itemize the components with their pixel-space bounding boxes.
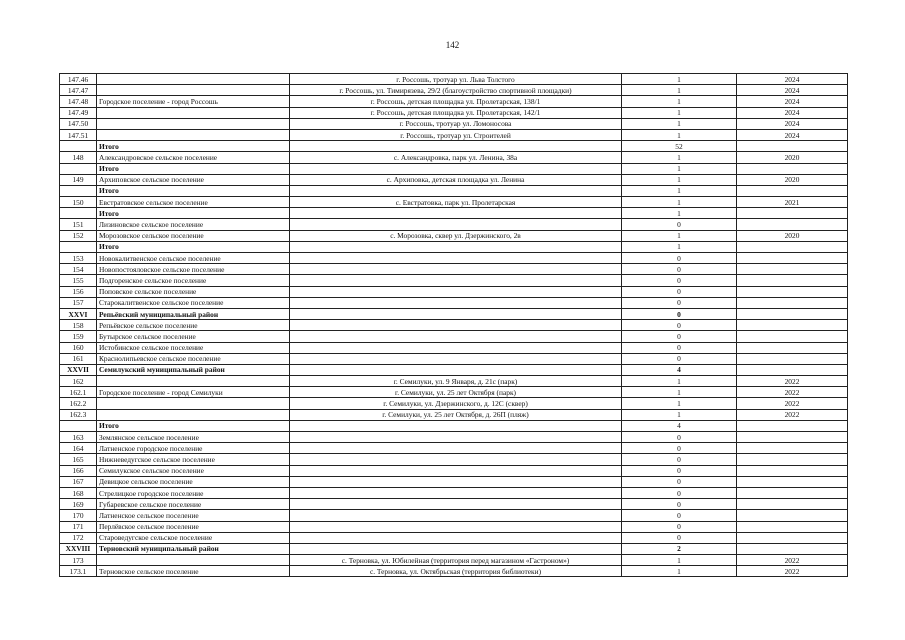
year-cell: 2022 [737, 387, 848, 398]
year-cell [737, 185, 848, 196]
table-row [60, 230, 848, 241]
settlement-name-cell [97, 107, 290, 118]
year-cell [737, 443, 848, 454]
address-cell [290, 476, 622, 487]
row-number-cell: 156 [60, 286, 97, 297]
year-cell [737, 264, 848, 275]
quantity-cell: 0 [622, 219, 737, 230]
settlement-name-cell: Семилукское сельское поселение [97, 465, 290, 476]
settlement-name-cell: Губаревское сельское поселение [97, 499, 290, 510]
year-cell: 2024 [737, 107, 848, 118]
year-cell [737, 342, 848, 353]
address-cell: г. Россошь, тротуар ул. Ломоносова [290, 118, 622, 129]
settlement-name-cell [97, 555, 290, 566]
address-cell: г. Семилуки, ул. 25 лет Октября, д. 26П (пляж) [290, 409, 622, 420]
year-cell [737, 476, 848, 487]
year-cell [737, 432, 848, 443]
address-cell: г. Россошь, тротуар ул. Льва Толстого [290, 74, 622, 85]
settlement-name-cell: Городское поселение - город Семилуки [97, 387, 290, 398]
year-cell: 2022 [737, 398, 848, 409]
table-row [60, 387, 848, 398]
quantity-cell: 0 [622, 510, 737, 521]
quantity-cell: 1 [622, 398, 737, 409]
table-row [60, 85, 848, 96]
settlement-name-cell [97, 118, 290, 129]
table-row [60, 118, 848, 129]
settlement-name-cell: Латненское городское поселение [97, 443, 290, 454]
address-cell [290, 342, 622, 353]
settlement-name-cell: Землянское сельское поселение [97, 432, 290, 443]
quantity-cell: 0 [622, 253, 737, 264]
year-cell [737, 141, 848, 152]
address-cell [290, 487, 622, 498]
settlement-name-cell: Истобинское сельское поселение [97, 342, 290, 353]
quantity-cell: 0 [622, 521, 737, 532]
table-row [60, 297, 848, 308]
year-cell [737, 297, 848, 308]
address-cell: г. Россошь, ул. Тимирязева, 29/2 (благоустройство спортивной площадки) [290, 85, 622, 96]
address-cell [290, 443, 622, 454]
row-number-cell: 147.48 [60, 96, 97, 107]
row-number-cell: 172 [60, 532, 97, 543]
year-cell: 2024 [737, 85, 848, 96]
year-cell [737, 286, 848, 297]
table-row [60, 409, 848, 420]
row-number-cell: 159 [60, 331, 97, 342]
settlement-name-cell: Репьёвский муниципальный район [97, 308, 290, 319]
settlement-name-cell: Новокалитвенское сельское поселение [97, 253, 290, 264]
address-cell: с. Архиповка, детская площадка ул. Ленина [290, 174, 622, 185]
table-row [60, 376, 848, 387]
settlement-name-cell: Поповское сельское поселение [97, 286, 290, 297]
row-number-cell: 162 [60, 376, 97, 387]
year-cell [737, 331, 848, 342]
quantity-cell: 1 [622, 241, 737, 252]
row-number-cell: 147.51 [60, 129, 97, 140]
table-row [60, 320, 848, 331]
settlement-name-cell: Семилукский муниципальный район [97, 364, 290, 375]
row-number-cell: 160 [60, 342, 97, 353]
quantity-cell: 0 [622, 264, 737, 275]
page-number: 142 [445, 40, 460, 50]
address-cell: г. Россошь, тротуар ул. Строителей [290, 129, 622, 140]
quantity-cell: 0 [622, 476, 737, 487]
year-cell: 2024 [737, 74, 848, 85]
row-number-cell: 165 [60, 454, 97, 465]
quantity-cell: 1 [622, 409, 737, 420]
address-cell [290, 331, 622, 342]
address-cell [290, 320, 622, 331]
year-cell [737, 543, 848, 554]
year-cell [737, 320, 848, 331]
address-cell [290, 264, 622, 275]
row-number-cell [60, 420, 97, 431]
year-cell [737, 241, 848, 252]
row-number-cell: 147.49 [60, 107, 97, 118]
year-cell [737, 275, 848, 286]
year-cell: 2020 [737, 174, 848, 185]
table-row [60, 208, 848, 219]
year-cell: 2024 [737, 96, 848, 107]
row-number-cell: 148 [60, 152, 97, 163]
quantity-cell: 52 [622, 141, 737, 152]
settlement-name-cell [97, 85, 290, 96]
row-number-cell: XXVI [60, 308, 97, 319]
settlement-name-cell: Терновское сельское поселение [97, 566, 290, 577]
year-cell [737, 208, 848, 219]
year-cell: 2024 [737, 118, 848, 129]
address-cell: с. Евстратовка, парк ул. Пролетарская [290, 197, 622, 208]
quantity-cell: 0 [622, 465, 737, 476]
year-cell: 2022 [737, 376, 848, 387]
table-row [60, 107, 848, 118]
quantity-cell: 4 [622, 364, 737, 375]
quantity-cell: 1 [622, 129, 737, 140]
table-row [60, 264, 848, 275]
address-cell [290, 141, 622, 152]
quantity-cell: 1 [622, 107, 737, 118]
row-number-cell: 147.47 [60, 85, 97, 96]
quantity-cell: 0 [622, 275, 737, 286]
table-row [60, 74, 848, 85]
row-number-cell: 153 [60, 253, 97, 264]
row-number-cell: 170 [60, 510, 97, 521]
quantity-cell: 0 [622, 443, 737, 454]
row-number-cell: 157 [60, 297, 97, 308]
table-row [60, 96, 848, 107]
table-row [60, 219, 848, 230]
address-cell [290, 510, 622, 521]
table-row [60, 308, 848, 319]
address-cell [290, 353, 622, 364]
year-cell: 2020 [737, 152, 848, 163]
settlement-name-cell: Перлёвское сельское поселение [97, 521, 290, 532]
settlement-name-cell: Краснолипьевское сельское поселение [97, 353, 290, 364]
row-number-cell [60, 241, 97, 252]
quantity-cell: 0 [622, 308, 737, 319]
address-cell [290, 499, 622, 510]
address-cell [290, 454, 622, 465]
row-number-cell: 162.3 [60, 409, 97, 420]
row-number-cell [60, 185, 97, 196]
row-number-cell: 169 [60, 499, 97, 510]
address-cell [290, 465, 622, 476]
address-cell: г. Семилуки, ул. 25 лет Октября (парк) [290, 387, 622, 398]
quantity-cell: 1 [622, 376, 737, 387]
address-cell [290, 420, 622, 431]
quantity-cell: 1 [622, 555, 737, 566]
quantity-cell: 0 [622, 286, 737, 297]
address-cell [290, 163, 622, 174]
settlement-name-cell [97, 398, 290, 409]
settlement-name-cell: Подгоренское сельское поселение [97, 275, 290, 286]
row-number-cell: 147.50 [60, 118, 97, 129]
settlement-name-cell: Старокалитвенское сельское поселение [97, 297, 290, 308]
row-number-cell: 151 [60, 219, 97, 230]
settlement-name-cell: Итого [97, 163, 290, 174]
quantity-cell: 1 [622, 387, 737, 398]
row-number-cell [60, 141, 97, 152]
address-cell [290, 308, 622, 319]
row-number-cell [60, 208, 97, 219]
quantity-cell: 0 [622, 342, 737, 353]
quantity-cell: 0 [622, 331, 737, 342]
year-cell [737, 253, 848, 264]
year-cell [737, 487, 848, 498]
settlement-name-cell: Терновский муниципальный район [97, 543, 290, 554]
table-row [60, 241, 848, 252]
address-cell [290, 297, 622, 308]
table-row [60, 543, 848, 554]
address-cell: г. Россошь, детская площадка ул. Пролетарская, 142/1 [290, 107, 622, 118]
row-number-cell: 173 [60, 555, 97, 566]
address-cell [290, 543, 622, 554]
year-cell: 2021 [737, 197, 848, 208]
settlement-name-cell: Итого [97, 141, 290, 152]
address-cell [290, 185, 622, 196]
settlement-name-cell: Итого [97, 208, 290, 219]
year-cell [737, 364, 848, 375]
row-number-cell: 149 [60, 174, 97, 185]
settlement-name-cell: Морозовское сельское поселение [97, 230, 290, 241]
address-cell: г. Россошь, детская площадка ул. Пролетарская, 138/1 [290, 96, 622, 107]
settlement-name-cell: Стрелицкое городское поселение [97, 487, 290, 498]
address-cell [290, 432, 622, 443]
table-row [60, 465, 848, 476]
year-cell [737, 308, 848, 319]
address-cell: с. Терновка, ул. Юбилейная (территория перед магазином «Гастроном») [290, 555, 622, 566]
quantity-cell: 1 [622, 163, 737, 174]
quantity-cell: 1 [622, 152, 737, 163]
row-number-cell: 162.1 [60, 387, 97, 398]
year-cell: 2022 [737, 555, 848, 566]
address-cell [290, 364, 622, 375]
quantity-cell: 1 [622, 230, 737, 241]
row-number-cell: 161 [60, 353, 97, 364]
table-row [60, 197, 848, 208]
settlement-name-cell [97, 409, 290, 420]
address-cell [290, 208, 622, 219]
year-cell: 2024 [737, 129, 848, 140]
settlement-name-cell: Латненское сельское поселение [97, 510, 290, 521]
row-number-cell: 167 [60, 476, 97, 487]
year-cell: 2020 [737, 230, 848, 241]
row-number-cell: 166 [60, 465, 97, 476]
table-row [60, 521, 848, 532]
year-cell [737, 532, 848, 543]
row-number-cell: 147.46 [60, 74, 97, 85]
settlement-name-cell [97, 376, 290, 387]
table-row [60, 141, 848, 152]
year-cell [737, 219, 848, 230]
table-row [60, 185, 848, 196]
settlement-name-cell: Девицкое сельское поселение [97, 476, 290, 487]
table-row [60, 286, 848, 297]
row-number-cell [60, 163, 97, 174]
quantity-cell: 0 [622, 297, 737, 308]
year-cell: 2022 [737, 566, 848, 577]
table-row [60, 174, 848, 185]
settlement-name-cell: Итого [97, 185, 290, 196]
settlement-name-cell: Александровское сельское поселение [97, 152, 290, 163]
row-number-cell: 150 [60, 197, 97, 208]
year-cell [737, 454, 848, 465]
address-cell: г. Семилуки, ул. Дзержинского, д. 12С (сквер) [290, 398, 622, 409]
table-row [60, 420, 848, 431]
quantity-cell: 1 [622, 118, 737, 129]
row-number-cell: XXVIII [60, 543, 97, 554]
table-row [60, 454, 848, 465]
quantity-cell: 1 [622, 85, 737, 96]
address-cell [290, 286, 622, 297]
quantity-cell: 1 [622, 208, 737, 219]
table-row [60, 353, 848, 364]
year-cell: 2022 [737, 409, 848, 420]
row-number-cell: 158 [60, 320, 97, 331]
row-number-cell: 163 [60, 432, 97, 443]
table-row [60, 342, 848, 353]
address-cell: г. Семилуки, ул. 9 Января, д. 21с (парк) [290, 376, 622, 387]
table-row [60, 152, 848, 163]
settlement-name-cell [97, 74, 290, 85]
table-row [60, 331, 848, 342]
address-cell [290, 275, 622, 286]
address-cell [290, 521, 622, 532]
quantity-cell: 1 [622, 197, 737, 208]
address-cell [290, 532, 622, 543]
address-cell: с. Александровка, парк ул. Ленина, 38а [290, 152, 622, 163]
table-row [60, 129, 848, 140]
row-number-cell: 171 [60, 521, 97, 532]
row-number-cell: 155 [60, 275, 97, 286]
year-cell [737, 499, 848, 510]
quantity-cell: 1 [622, 74, 737, 85]
quantity-cell: 1 [622, 566, 737, 577]
table-row [60, 555, 848, 566]
settlement-name-cell: Староведугское сельское поселение [97, 532, 290, 543]
table-row [60, 499, 848, 510]
quantity-cell: 2 [622, 543, 737, 554]
quantity-cell: 0 [622, 353, 737, 364]
table-row [60, 566, 848, 577]
row-number-cell: 162.2 [60, 398, 97, 409]
year-cell [737, 353, 848, 364]
table-row [60, 275, 848, 286]
table-body [60, 74, 848, 577]
settlement-name-cell: Итого [97, 420, 290, 431]
address-cell [290, 219, 622, 230]
settlement-name-cell: Лизиновское сельское поселение [97, 219, 290, 230]
year-cell [737, 420, 848, 431]
year-cell [737, 521, 848, 532]
row-number-cell: 168 [60, 487, 97, 498]
table-row [60, 253, 848, 264]
table-row [60, 432, 848, 443]
row-number-cell: 173.1 [60, 566, 97, 577]
row-number-cell: XXVII [60, 364, 97, 375]
row-number-cell: 152 [60, 230, 97, 241]
table-row [60, 476, 848, 487]
quantity-cell: 0 [622, 532, 737, 543]
quantity-cell: 0 [622, 487, 737, 498]
quantity-cell: 0 [622, 454, 737, 465]
row-number-cell: 164 [60, 443, 97, 454]
settlement-name-cell: Городское поселение - город Россошь [97, 96, 290, 107]
row-number-cell: 154 [60, 264, 97, 275]
address-cell: с. Терновка, ул. Октябрьская (территория библиотеки) [290, 566, 622, 577]
quantity-cell: 1 [622, 96, 737, 107]
data-table [59, 73, 848, 577]
settlement-name-cell: Репьёвское сельское поселение [97, 320, 290, 331]
settlement-name-cell: Евстратовское сельское поселение [97, 197, 290, 208]
settlement-name-cell: Итого [97, 241, 290, 252]
quantity-cell: 0 [622, 320, 737, 331]
year-cell [737, 465, 848, 476]
table-row [60, 532, 848, 543]
year-cell [737, 510, 848, 521]
quantity-cell: 4 [622, 420, 737, 431]
year-cell [737, 163, 848, 174]
table-row [60, 487, 848, 498]
settlement-name-cell: Бутырское сельское поселение [97, 331, 290, 342]
table-row [60, 163, 848, 174]
quantity-cell: 1 [622, 174, 737, 185]
settlement-name-cell: Новопостояловское сельское поселение [97, 264, 290, 275]
table-row [60, 398, 848, 409]
settlement-name-cell: Нижневедугское сельское поселение [97, 454, 290, 465]
address-cell [290, 253, 622, 264]
address-cell: с. Морозовка, сквер ул. Дзержинского, 2в [290, 230, 622, 241]
table-row [60, 364, 848, 375]
address-cell [290, 241, 622, 252]
quantity-cell: 0 [622, 499, 737, 510]
table-row [60, 510, 848, 521]
quantity-cell: 0 [622, 432, 737, 443]
settlement-name-cell: Архиповское сельское поселение [97, 174, 290, 185]
settlement-name-cell [97, 129, 290, 140]
quantity-cell: 1 [622, 185, 737, 196]
table-row [60, 443, 848, 454]
